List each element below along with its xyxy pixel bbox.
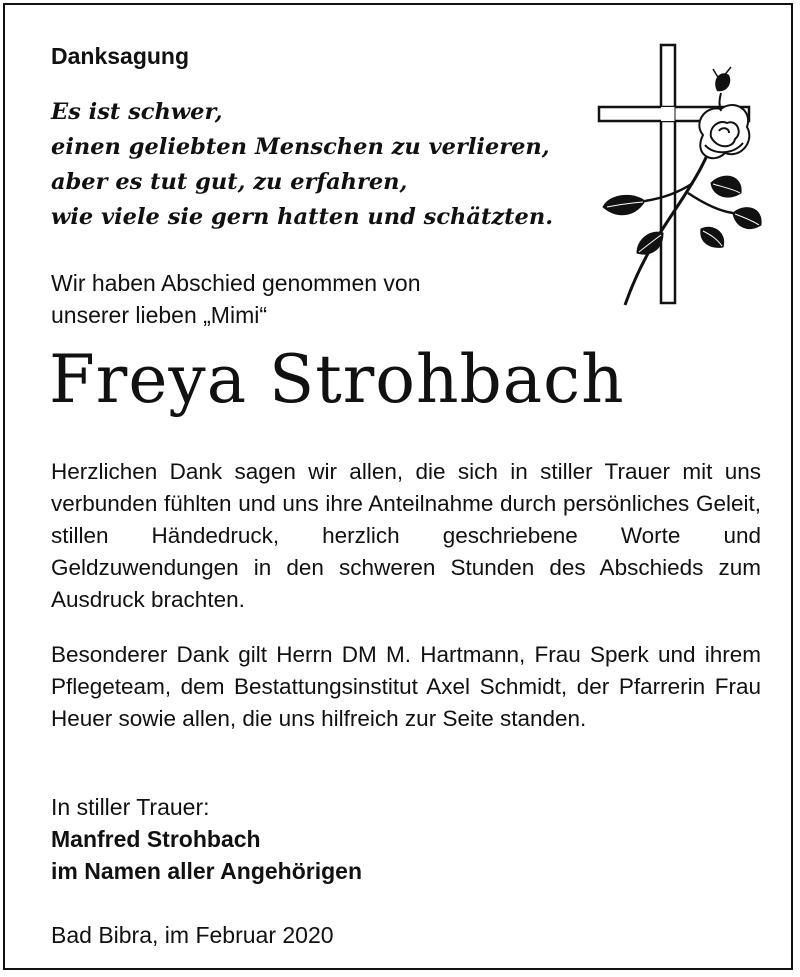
- intro-line: unserer lieben „Mimi“: [51, 302, 268, 328]
- signature-label: In stiller Trauer:: [51, 794, 210, 820]
- place-date: Bad Bibra, im Februar 2020: [51, 922, 334, 948]
- notice-heading: Danksagung: [51, 43, 190, 69]
- thanks-paragraph: Herzlichen Dank sagen wir allen, die sich in stiller Trauer mit uns verbunden fühlten und uns ihre Anteilnahme durch persönliches Geleit, stillen Händedruck, herzlich geschriebene Worte und Geldzuwendungen in den schweren Stunden des Abschieds zum Ausdruck brachten.: [51, 459, 761, 612]
- signature-name: Manfred Strohbach: [51, 826, 261, 852]
- signature-group: im Namen aller Angehörigen: [51, 858, 362, 884]
- cross-with-rose-icon: [593, 43, 763, 313]
- deceased-name: Freya Strohbach: [49, 341, 625, 418]
- poem: [51, 95, 553, 235]
- intro-line: Wir haben Abschied genommen von: [51, 270, 421, 296]
- poem-line: wie viele sie gern hatten und schätzten.: [51, 204, 554, 230]
- poem-line: aber es tut gut, zu erfahren,: [51, 169, 408, 195]
- intro-text: [51, 267, 421, 331]
- notice-frame: [3, 3, 793, 970]
- special-thanks-paragraph: Besonderer Dank gilt Herrn DM M. Hartmann, Frau Sperk und ihrem Pflegeteam, dem Bestattungsinstitut Axel Schmidt, der Pfarrerin Frau Heuer sowie allen, die uns hilfreich zur Seite standen.: [51, 642, 761, 731]
- poem-line: einen geliebten Menschen zu verlieren,: [51, 134, 550, 160]
- poem-line: Es ist schwer,: [51, 99, 223, 125]
- signature-block: [51, 791, 362, 887]
